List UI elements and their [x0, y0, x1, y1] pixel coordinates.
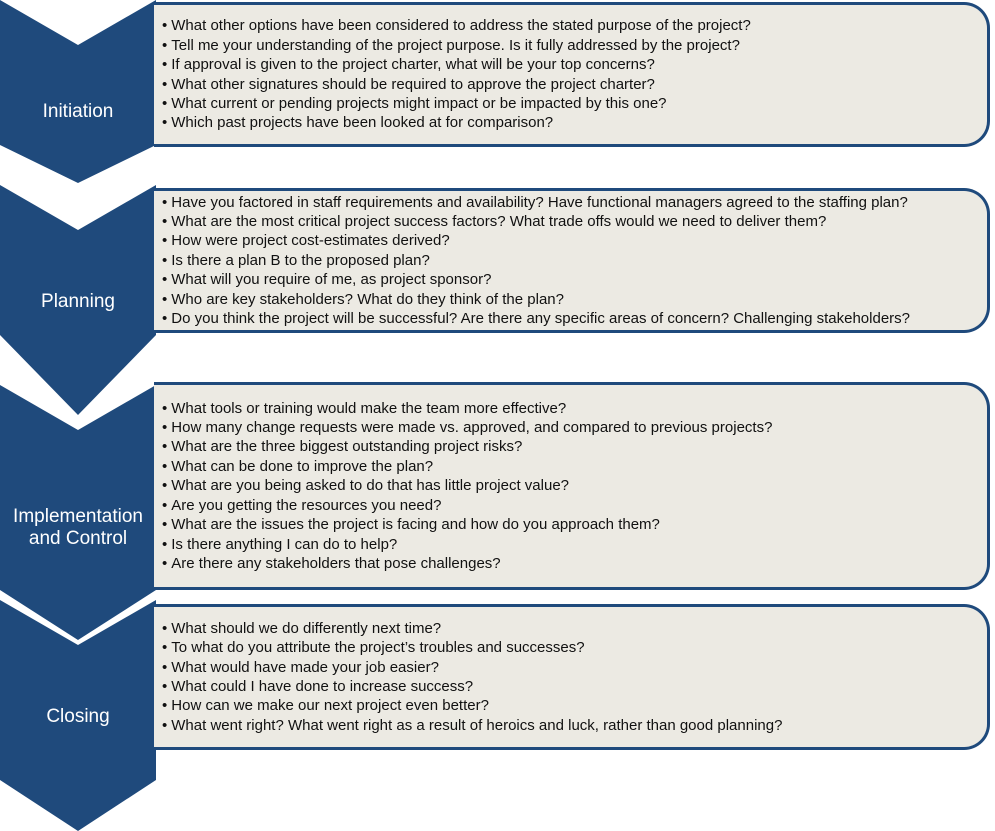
question-list	[162, 193, 987, 329]
question-list	[162, 619, 987, 735]
question-item: • Is there anything I can do to help?	[162, 535, 987, 554]
question-item: • How were project cost-estimates derived?	[162, 231, 987, 250]
question-item: • What tools or training would make the team more effective?	[162, 399, 987, 418]
questions-panel	[154, 2, 990, 147]
question-item: • Which past projects have been looked at for comparison?	[162, 113, 987, 132]
question-item: • What can be done to improve the plan?	[162, 457, 987, 476]
question-item: • Is there a plan B to the proposed plan?	[162, 251, 987, 270]
question-list	[162, 16, 987, 132]
question-item: • What went right? What went right as a result of heroics and luck, rather than good planning?	[162, 716, 987, 735]
question-item: • What are you being asked to do that has little project value?	[162, 476, 987, 495]
questions-panel	[154, 188, 990, 333]
stage-label: Closing	[46, 706, 110, 727]
question-item: • What are the three biggest outstanding project risks?	[162, 437, 987, 456]
stage-label: Planning	[41, 291, 115, 312]
question-item: • What other signatures should be required to approve the project charter?	[162, 75, 987, 94]
question-item: • What should we do differently next time?	[162, 619, 987, 638]
questions-panel	[154, 604, 990, 750]
question-item: • Who are key stakeholders? What do they think of the plan?	[162, 290, 987, 309]
question-item: • How can we make our next project even better?	[162, 696, 987, 715]
question-item: • Are there any stakeholders that pose challenges?	[162, 554, 987, 573]
question-item: • What other options have been considered to address the stated purpose of the project?	[162, 16, 987, 35]
questions-panel	[154, 382, 990, 590]
question-item: • What are the most critical project success factors? What trade offs would we need to deliver them?	[162, 212, 987, 231]
question-list	[162, 399, 987, 574]
question-item: • If approval is given to the project charter, what will be your top concerns?	[162, 55, 987, 74]
question-item: • Are you getting the resources you need?	[162, 496, 987, 515]
question-item: • What will you require of me, as project sponsor?	[162, 270, 987, 289]
question-item: • What would have made your job easier?	[162, 658, 987, 677]
question-item: • Tell me your understanding of the project purpose. Is it fully addressed by the project?	[162, 36, 987, 55]
question-item: • What current or pending projects might impact or be impacted by this one?	[162, 94, 987, 113]
stage-label: Initiation	[42, 101, 114, 122]
stage-label: Implementation and Control	[13, 506, 143, 549]
question-item: • Do you think the project will be successful? Are there any specific areas of concern? Challenging stakeholders?	[162, 309, 987, 328]
question-item: • To what do you attribute the project’s troubles and successes?	[162, 638, 987, 657]
question-item: • How many change requests were made vs. approved, and compared to previous projects?	[162, 418, 987, 437]
question-item: • What could I have done to increase success?	[162, 677, 987, 696]
question-item: • Have you factored in staff requirements and availability? Have functional managers agreed to the staffing plan?	[162, 193, 987, 212]
question-item: • What are the issues the project is facing and how do you approach them?	[162, 515, 987, 534]
